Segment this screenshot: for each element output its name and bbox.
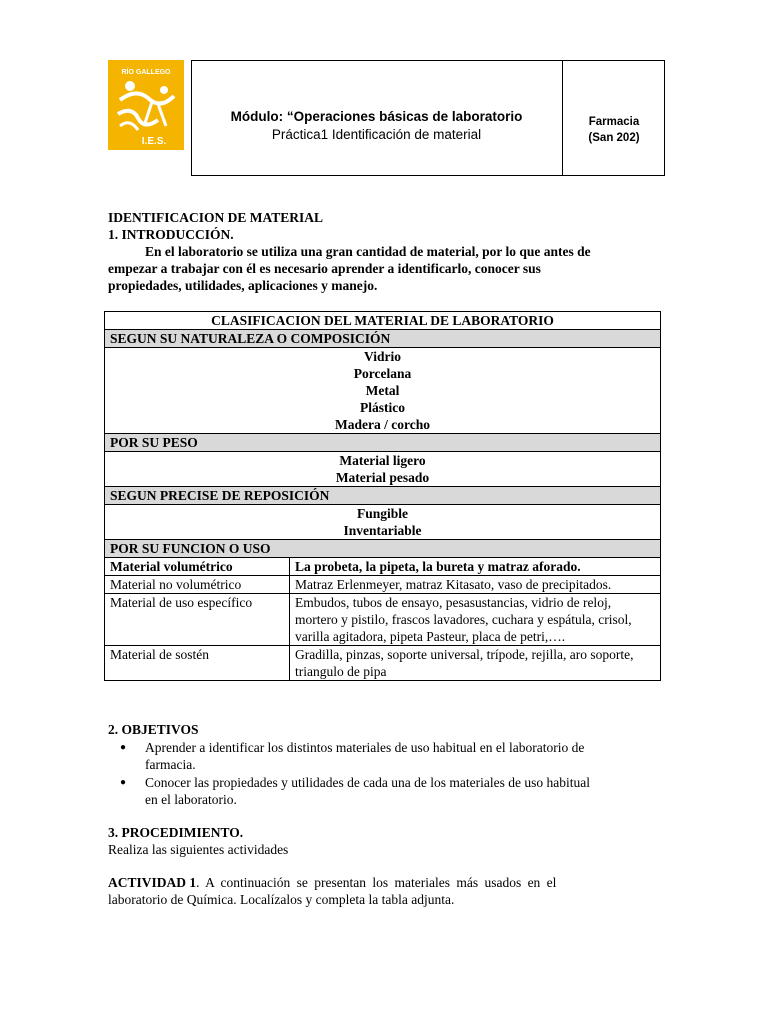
list-item: Inventariable xyxy=(343,523,422,538)
table-row xyxy=(105,594,661,646)
material-examples: Matraz Erlenmeyer, matraz Kitasato, vaso de precipitados. xyxy=(290,576,661,594)
procedure-text: Realiza las siguientes actividades xyxy=(108,842,289,857)
classification-table xyxy=(104,311,661,681)
module-subtitle: Práctica1 Identificación de material xyxy=(271,127,482,142)
list-item: Vidrio xyxy=(364,349,401,364)
bullet-icon: ● xyxy=(120,742,127,753)
table-row xyxy=(105,540,661,558)
table-row xyxy=(105,558,661,576)
list-item: Porcelana xyxy=(353,366,412,381)
material-type: Material de sostén xyxy=(105,646,290,681)
group-items xyxy=(105,452,661,487)
group-items xyxy=(105,505,661,540)
list-item: Plástico xyxy=(360,400,405,415)
group-items xyxy=(105,348,661,434)
objectives-heading: 2. OBJETIVOS xyxy=(108,722,199,737)
logo-text-bottom: I.E.S. xyxy=(141,136,167,147)
material-examples: Embudos, tubos de ensayo, pesasustancias, vidrio de reloj, mortero y pistilo, frascos lavadores, cuchara y espátula, crisol, varilla agitadora, pipeta Pasteur, placa de petri,…. xyxy=(290,594,661,646)
material-type: Material no volumétrico xyxy=(105,576,290,594)
group-header: POR SU FUNCION O USO xyxy=(105,540,661,558)
activity-label: ACTIVIDAD 1 xyxy=(108,875,197,890)
doc-title: IDENTIFICACION DE MATERIAL xyxy=(108,210,324,225)
material-type: Material de uso específico xyxy=(105,594,290,646)
table-row xyxy=(105,452,661,487)
list-item: Metal xyxy=(365,383,400,398)
objective-1-line-1: Aprender a identificar los distintos materiales de uso habitual en el laboratorio de xyxy=(145,740,585,755)
table-row xyxy=(105,312,661,330)
list-item: Material pesado xyxy=(335,470,430,485)
table-row xyxy=(105,505,661,540)
list-item: Madera / corcho xyxy=(335,417,430,432)
bullet-icon: ● xyxy=(120,777,127,788)
intro-heading: 1. INTRODUCCIÓN. xyxy=(108,227,234,242)
activity-line-2: laboratorio de Química. Localízalos y completa la tabla adjunta. xyxy=(108,892,455,907)
group-header: SEGUN PRECISE DE REPOSICIÓN xyxy=(105,487,661,505)
activity-text: . A continuación se presentan los materiales más usados en el xyxy=(196,875,557,890)
group-header: POR SU PESO xyxy=(105,434,661,452)
module-title: Módulo: “Operaciones básicas de laboratorio xyxy=(230,109,523,124)
group-header: SEGUN SU NATURALEZA O COMPOSICIÓN xyxy=(105,330,661,348)
list-item: Fungible xyxy=(356,506,408,521)
material-examples: Gradilla, pinzas, soporte universal, trípode, rejilla, aro soporte, triangulo de pipa xyxy=(290,646,661,681)
table-row xyxy=(105,576,661,594)
objective-2-line-2: en el laboratorio. xyxy=(145,792,237,807)
table-row xyxy=(105,487,661,505)
material-examples: La probeta, la pipeta, la bureta y matraz aforado. xyxy=(290,558,661,576)
intro-line-2: empezar a trabajar con él es necesario aprender a identificarlo, conocer sus xyxy=(108,261,541,276)
logo-text-top: RÍO GALLEGO xyxy=(121,69,171,76)
table-row xyxy=(105,434,661,452)
school-logo xyxy=(108,60,184,150)
objective-1-line-2: farmacia. xyxy=(145,757,196,772)
procedure-heading: 3. PROCEDIMIENTO. xyxy=(108,825,244,840)
list-item: Material ligero xyxy=(339,453,426,468)
dept-name: Farmacia xyxy=(588,116,640,128)
dept-room: (San 202) xyxy=(588,132,640,144)
intro-line-1: En el laboratorio se utiliza una gran cantidad de material, por lo que antes de xyxy=(145,244,591,259)
activity-line-1 xyxy=(108,874,556,891)
intro-line-3: propiedades, utilidades, aplicaciones y manejo. xyxy=(108,278,378,293)
material-type: Material volumétrico xyxy=(105,558,290,576)
table-row xyxy=(105,330,661,348)
table-title: CLASIFICACION DEL MATERIAL DE LABORATORIO xyxy=(105,312,661,330)
table-row xyxy=(105,646,661,681)
objective-2-line-1: Conocer las propiedades y utilidades de cada una de los materiales de uso habitual xyxy=(145,775,590,790)
table-row xyxy=(105,348,661,434)
